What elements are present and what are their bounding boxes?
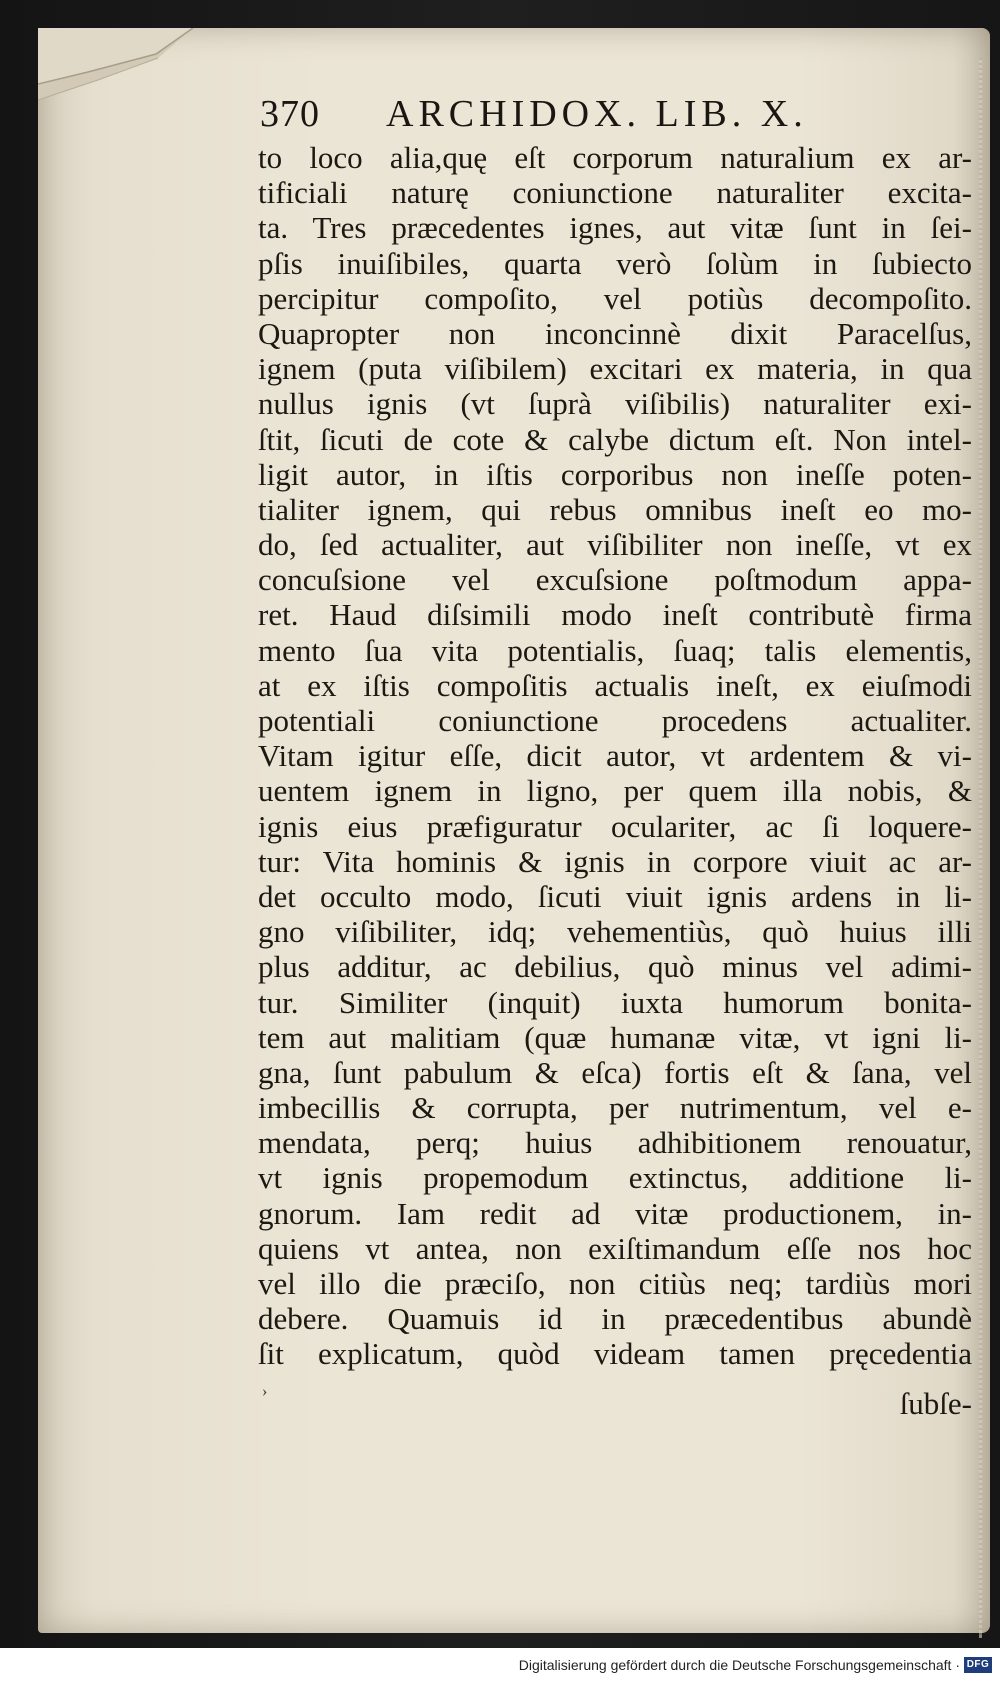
text-line: mento ſua vita potentialis, ſuaq; talis elementis,: [258, 632, 972, 668]
text-line: imbecillis & corrupta, per nutrimentum, vel e-: [258, 1090, 972, 1126]
page-header: [260, 92, 900, 136]
text-line: tialiter ignem, qui rebus omnibus ineſt eo mo-: [258, 491, 972, 527]
text-line: ta. Tres præcedentes ignes, aut vitæ ſunt in ſei-: [258, 210, 972, 246]
text-line: concuſsione vel excuſsione poſtmodum appa-: [258, 562, 972, 598]
text-line: tur: Vita hominis & ignis in corpore viuit ac ar-: [258, 843, 972, 879]
body-text: [258, 140, 972, 1372]
text-line: quiens vt antea, non exiſtimandum eſſe nos hoc: [258, 1230, 972, 1266]
text-line: tificiali naturę coniunctione naturaliter excita-: [258, 175, 972, 211]
text-line: pſis inuiſibiles, quarta verò ſolùm in ſubiecto: [258, 245, 972, 281]
text-line: ligit autor, in iſtis corporibus non ineſſe poten-: [258, 456, 972, 492]
footer: [0, 1648, 1000, 1683]
page-number: 370: [260, 93, 320, 135]
text-line: ret. Haud diſsimili modo ineſt contributè firma: [258, 597, 972, 633]
text-line: Quapropter non inconcinnè dixit Paracelſus,: [258, 315, 972, 351]
funding-credit: Digitalisierung gefördert durch die Deutsche Forschungsgemeinschaft ·: [518, 1657, 960, 1673]
text-line: mendata, perq; huius adhibitionem renouatur,: [258, 1125, 972, 1161]
text-line: plus additur, ac debilius, quò minus vel adimi-: [258, 949, 972, 985]
text-line: det occulto modo, ſicuti viuit ignis ardens in li-: [258, 878, 972, 914]
text-line: nullus ignis (vt ſuprà viſibilis) naturaliter exi-: [258, 386, 972, 422]
dfg-logo: DFG: [964, 1657, 992, 1673]
text-line: to loco alia,quę eſt corporum naturalium ex ar-: [258, 140, 972, 175]
text-line: uentem ignem in ligno, per quem illa nobis, &: [258, 773, 972, 809]
stray-mark: ›: [262, 1383, 268, 1400]
text-line: Vitam igitur eſſe, dicit autor, vt ardentem & vi-: [258, 738, 972, 774]
text-line: ſtit, ſicuti de cote & calybe dictum eſt. Non intel-: [258, 421, 972, 457]
text-line: at ex iſtis compoſitis actualis ineſt, ex eiuſmodi: [258, 667, 972, 703]
text-line: tur. Similiter (inquit) iuxta humorum bonita-: [258, 984, 972, 1020]
text-line: percipitur compoſito, vel potiùs decompoſito.: [258, 280, 972, 316]
catchword-row: [258, 1383, 972, 1422]
catchword: ſubſe-: [899, 1386, 972, 1421]
text-line: do, ſed actualiter, aut viſibiliter non ineſſe, vt ex: [258, 527, 972, 563]
text-line: gna, ſunt pabulum & eſca) fortis eſt & ſana, vel: [258, 1054, 972, 1090]
text-line: vt ignis propemodum extinctus, additione li-: [258, 1160, 972, 1196]
text-line: ignem (puta viſibilem) excitari ex materia, in qua: [258, 351, 972, 387]
text-line: potentiali coniunctione procedens actualiter.: [258, 703, 972, 738]
text-line: vel illo die præciſo, non citiùs neq; tardiùs mori: [258, 1266, 972, 1301]
text-line: gnorum. Iam redit ad vitæ productionem, in-: [258, 1195, 972, 1231]
page-edge: [979, 58, 982, 1638]
text-line: gno viſibiliter, idq; vehementiùs, quò huius illi: [258, 914, 972, 950]
text-line: ſit explicatum, quòd videam tamen pręcedentia: [258, 1336, 972, 1372]
text-line: ignis eius præfiguratur oculariter, ac ſi loquere-: [258, 808, 972, 844]
text-line: debere. Quamuis id in præcedentibus abundè: [258, 1301, 972, 1337]
text-line: tem aut malitiam (quæ humanæ vitæ, vt igni li-: [258, 1019, 972, 1055]
running-title: ARCHIDOX. LIB. X.: [386, 93, 808, 135]
